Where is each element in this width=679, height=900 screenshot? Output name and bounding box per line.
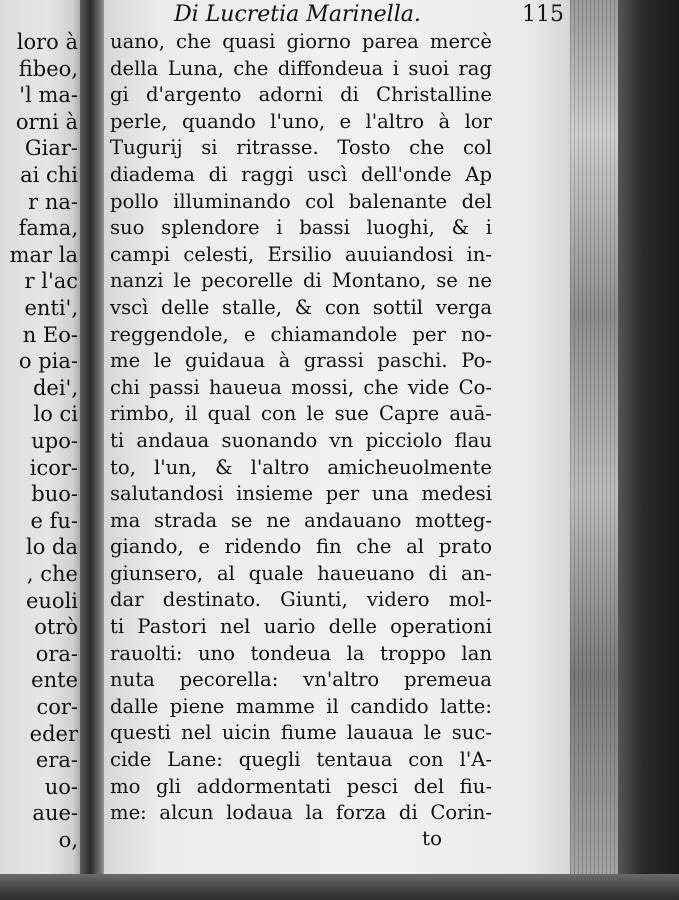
left-page-fragment: lo ci: [33, 402, 78, 427]
left-page-fragment: dei',: [32, 375, 78, 400]
left-page-fragment: era-: [35, 748, 78, 773]
left-page-fragment: ora-: [35, 641, 78, 666]
left-page-fragment: 'l ma-: [19, 83, 78, 108]
left-page-fragment: mar la: [9, 242, 78, 267]
text-line: perle, quando l'uno, e l'altro à lor: [110, 109, 492, 133]
left-page-fragment: fibeo,: [18, 56, 78, 81]
left-page-fragment: ai chi: [20, 163, 78, 187]
text-line: vscì delle stalle, & con sottil verga: [110, 295, 492, 319]
left-page-fragment: uo-: [44, 774, 78, 799]
text-line: diadema di raggi uscì dell'onde Ap: [110, 162, 492, 186]
running-head: Di Lucretia Marinella.: [174, 2, 421, 27]
left-page-fragment: fama,: [18, 216, 78, 241]
text-line: gi d'argento adorni di Christalline: [110, 83, 492, 107]
text-line: nanzi le pecorelle di Montano, se ne: [110, 269, 492, 293]
text-line: suo splendore i bassi luoghi, & i: [110, 216, 492, 240]
text-line: ti Pastori nel uario delle operationi: [110, 615, 492, 639]
left-page-fragment: upo-: [31, 429, 78, 453]
text-line: giunsero, al quale haueuano di an-: [110, 561, 492, 585]
right-page: [104, 0, 580, 878]
left-page: [0, 0, 86, 900]
text-line: reggendole, e chiamandole per no-: [110, 322, 492, 346]
text-line: questi nel uicin fiume lauaua le suc-: [110, 721, 492, 745]
left-page-fragment: ente: [31, 668, 78, 693]
left-page-fragment: n Eo-: [22, 322, 78, 347]
text-line: nuta pecorella: vn'altro premeua: [110, 668, 492, 692]
left-page-fragment: o pia-: [18, 349, 78, 374]
text-line: ma strada se ne andauano motteg-: [110, 508, 492, 532]
left-page-fragment: euoli: [25, 588, 78, 613]
text-line: campi celesti, Ersilio auuiandosi in-: [110, 242, 492, 266]
text-line: rimbo, il qual con le sue Capre auā-: [110, 402, 492, 426]
left-page-fragment: o,: [58, 828, 78, 852]
text-line: pollo illuminando col balenante del: [110, 189, 492, 213]
text-line: dar destinato. Giunti, videro mol-: [110, 588, 492, 612]
text-line: dalle piene mamme il candido latte:: [110, 694, 492, 718]
left-page-fragment: icor-: [29, 455, 78, 480]
text-line: giando, e ridendo fin che al prato: [110, 535, 492, 559]
bottom-shadow: [0, 874, 679, 900]
text-line: Tugurij si ritrasse. Tosto che col: [110, 136, 492, 160]
left-page-fragment: buo-: [31, 482, 78, 507]
left-page-fragment: enti',: [24, 296, 78, 320]
text-line: uano, che quasi giorno parea mercè: [110, 30, 492, 53]
page-number: 115: [522, 2, 564, 27]
left-page-fragment: orni à: [15, 109, 78, 134]
left-page-fragment: r l'ac: [24, 269, 78, 294]
catchword: to: [422, 826, 443, 850]
left-page-fragment: eder: [29, 721, 78, 746]
left-page-fragment: aue-: [32, 801, 78, 826]
text-line: salutandosi insieme per una medesi: [110, 482, 492, 506]
left-page-fragment: loro à: [16, 30, 78, 54]
left-page-fragment: r na-: [28, 189, 78, 214]
left-page-fragment: Giar-: [24, 136, 78, 161]
left-page-fragment: otrò: [34, 615, 78, 640]
text-line: to, l'un, & l'altro amicheuolmente: [110, 455, 492, 479]
text-line: mo gli addormentati pesci del fiu-: [110, 774, 492, 798]
text-line: chi passi haueua mossi, che vide Co-: [110, 375, 492, 399]
left-page-fragment: cor-: [36, 695, 78, 719]
left-page-fragment: e fu-: [30, 508, 78, 533]
text-line: cide Lane: quegli tentaua con l'A-: [110, 748, 492, 772]
left-page-fragment: lo da: [26, 535, 78, 560]
page-header: [174, 2, 564, 30]
text-line: della Luna, che diffondeua i suoi rag: [110, 56, 492, 80]
text-line: me: alcun lodaua la forza di Corin-: [110, 801, 492, 825]
text-line: me le guidaua à grassi paschi. Po-: [110, 349, 492, 373]
text-line: ti andaua suonando vn picciolo flau: [110, 428, 492, 452]
left-page-fragment: , che: [26, 562, 78, 586]
body-text: [110, 29, 492, 827]
book-edge-shadow: [618, 0, 679, 900]
text-line: rauolti: uno tondeua la troppo lan: [110, 641, 492, 665]
